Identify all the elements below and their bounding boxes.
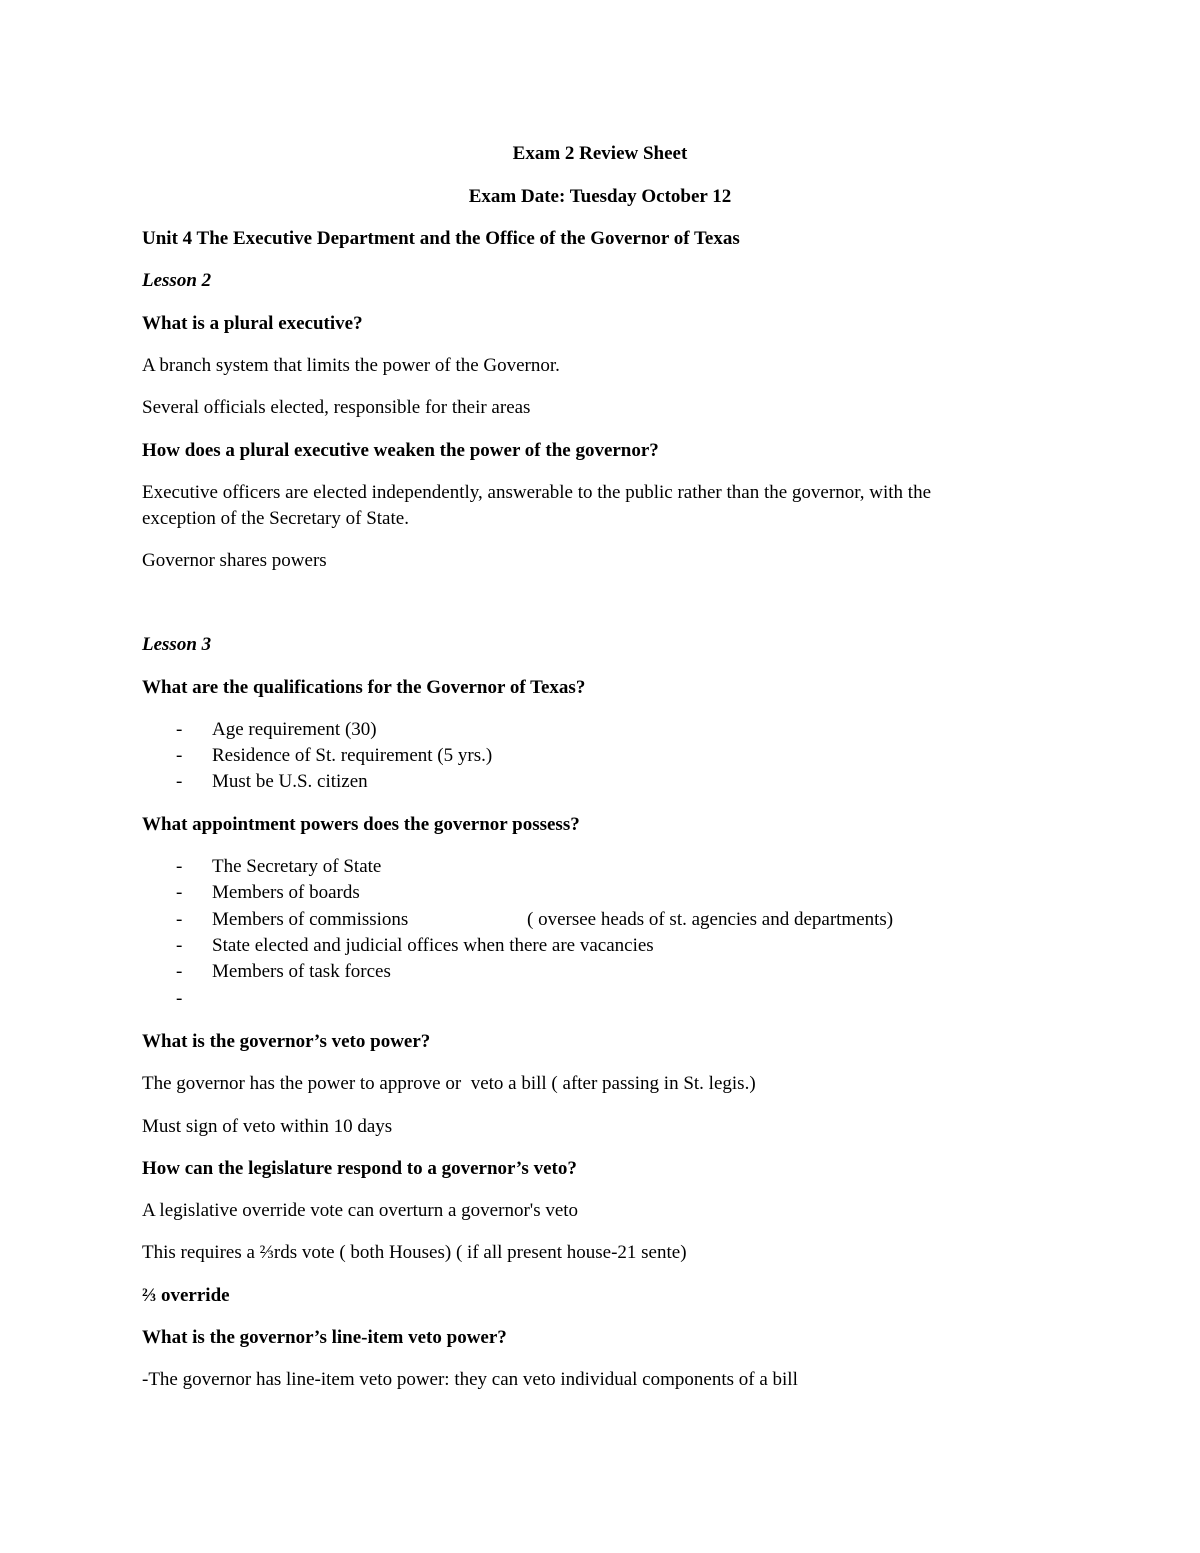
list-bullet: - — [176, 745, 183, 766]
exam-date: Exam Date: Tuesday October 12 — [468, 186, 732, 207]
answer-line: -The governor has line-item veto power: they can veto individual components of a bill — [142, 1369, 798, 1390]
list-bullet: - — [176, 988, 183, 1009]
answer-line: A legislative override vote can overturn a governor's veto — [142, 1200, 579, 1221]
answer-line: This requires a ⅔rds vote ( both Houses) ( if all present house-21 sente) — [142, 1242, 687, 1263]
answer-line: exception of the Secretary of State. — [142, 508, 409, 529]
question-line-item-veto: What is the governor’s line-item veto power? — [142, 1327, 507, 1348]
list-item: Members of commissions — [212, 909, 409, 930]
document-title: Exam 2 Review Sheet — [512, 143, 688, 164]
answer-line: Executive officers are elected independently, answerable to the public rather than the governor, with the — [142, 482, 932, 503]
list-bullet: - — [176, 909, 183, 930]
list-item: Members of boards — [212, 882, 360, 903]
override-note: ⅔ override — [142, 1285, 230, 1306]
question-veto-power: What is the governor’s veto power? — [142, 1031, 431, 1052]
answer-line: A branch system that limits the power of the Governor. — [142, 355, 560, 376]
answer-line: Several officials elected, responsible for their areas — [142, 397, 531, 418]
list-item: The Secretary of State — [212, 856, 382, 877]
answer-line: Must sign of veto within 10 days — [142, 1116, 393, 1137]
list-item: Must be U.S. citizen — [212, 771, 368, 792]
list-bullet: - — [176, 771, 183, 792]
list-bullet: - — [176, 935, 183, 956]
lesson-2-label: Lesson 2 — [142, 270, 212, 291]
answer-line: Governor shares powers — [142, 550, 327, 571]
question-qualifications: What are the qualifications for the Governor of Texas? — [142, 677, 586, 698]
list-item: State elected and judicial offices when there are vacancies — [212, 935, 654, 956]
list-item: Members of task forces — [212, 961, 391, 982]
list-bullet: - — [176, 856, 183, 877]
list-item: Residence of St. requirement (5 yrs.) — [212, 745, 493, 766]
question-appointment-powers: What appointment powers does the governor possess? — [142, 814, 580, 835]
commissions-note: ( oversee heads of st. agencies and departments) — [527, 909, 894, 930]
lesson-3-label: Lesson 3 — [142, 634, 212, 655]
answer-line: The governor has the power to approve or veto a bill ( after passing in St. legis.) — [142, 1073, 756, 1094]
list-bullet: - — [176, 882, 183, 903]
question-plural-executive: What is a plural executive? — [142, 313, 363, 334]
list-item: Age requirement (30) — [212, 719, 377, 740]
list-bullet: - — [176, 961, 183, 982]
question-weaken-governor: How does a plural executive weaken the power of the governor? — [142, 440, 659, 461]
question-legislature-response: How can the legislature respond to a governor’s veto? — [142, 1158, 577, 1179]
unit-heading: Unit 4 The Executive Department and the Office of the Governor of Texas — [142, 228, 740, 249]
list-bullet: - — [176, 719, 183, 740]
